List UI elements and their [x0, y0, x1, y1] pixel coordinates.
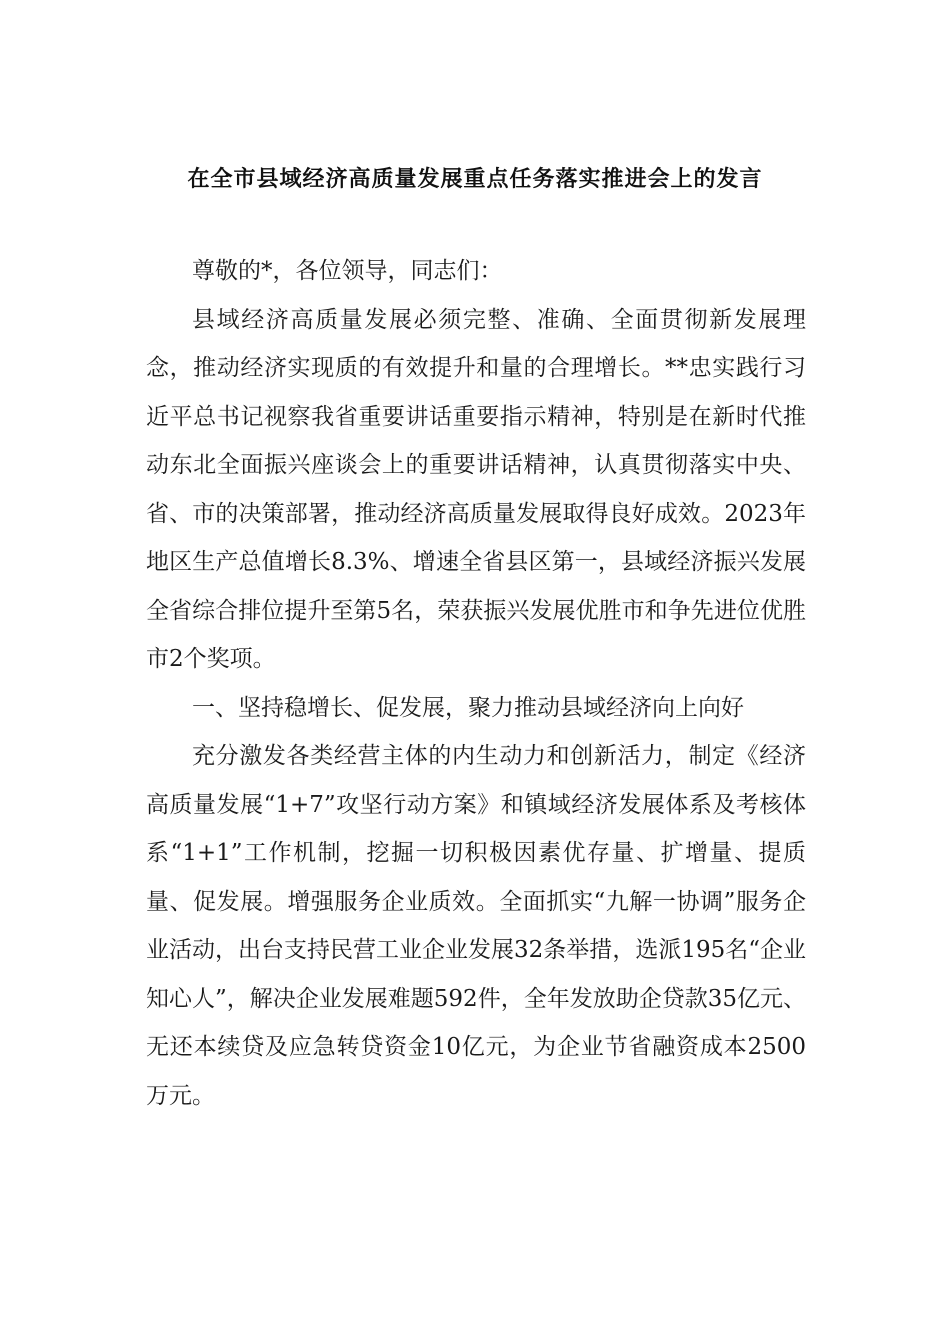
document-body: [146, 247, 806, 1120]
paragraph-intro: 县域经济高质量发展必须完整、准确、全面贯彻新发展理念，推动经济实现质的有效提升和量的合理增长。**忠实践行习近平总书记视察我省重要讲话重要指示精神，特别是在新时代推动东北全面振兴座谈会上的重要讲话精神，认真贯彻落实中央、省、市的决策部署，推动经济高质量发展取得良好成效。2023年地区生产总值增长8.3%、增速全省县区第一，县域经济振兴发展全省综合排位提升至第5名，荣获振兴发展优胜市和争先进位优胜市2个奖项。: [146, 306, 806, 672]
paragraph-section-1: 充分激发各类经营主体的内生动力和创新活力，制定《经济高质量发展“1+7”攻坚行动方案》和镇域经济发展体系及考核体系“1+1”工作机制，挖掘一切积极因素优存量、扩增量、提质量、促发展。增强服务企业质效。全面抓实“九解一协调”服务企业活动，出台支持民营工业企业发展32条举措，选派195名“企业知心人”，解决企业发展难题592件，全年发放助企贷款35亿元、无还本续贷及应急转贷资金10亿元，为企业节省融资成本2500万元。: [146, 743, 806, 1109]
section-heading-1: 一、坚持稳增长、促发展，聚力推动县域经济向上向好: [192, 694, 744, 721]
salutation: 尊敬的*，各位领导，同志们：: [192, 258, 503, 284]
document-title: 在全市县域经济高质量发展重点任务落实推进会上的发言: [187, 167, 763, 192]
